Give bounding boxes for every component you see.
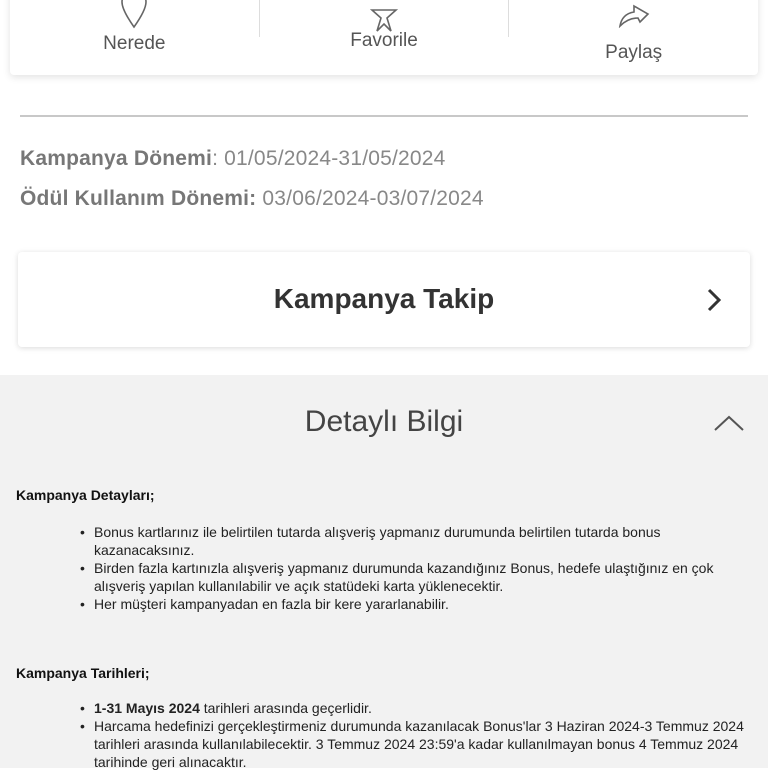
details-heading: Kampanya Detayları; <box>16 487 155 503</box>
list-item: • Harcama hedefinizi gerçekleştirmeniz durumunda kazanılacak Bonus'lar 3 Haziran 2024-3 Temmuz 2024 tarihleri arasında kullanılabilecektir. 3 Temmuz 2024 23:59'a kadar kullanılmayan bonus 4 Temmuz 2024 tarihinde geri alınacaktır. <box>94 717 744 771</box>
location-pin-icon <box>119 0 149 30</box>
list-item: • Bonus kartlarınız ile belirtilen tutarda alışveriş yapmanız durumunda belirtilen tutarda bonus kazanacaksınız. <box>94 523 744 559</box>
action-bar <box>10 0 758 75</box>
kampanya-takip-button[interactable] <box>18 252 750 347</box>
favorile-label: Favorile <box>350 30 418 51</box>
chevron-up-icon[interactable] <box>714 415 744 431</box>
kampanya-takip-label: Kampanya Takip <box>273 283 495 314</box>
dates-heading: Kampanya Tarihleri; <box>16 665 150 681</box>
favorile-button[interactable] <box>259 0 509 51</box>
paylas-label: Paylaş <box>605 42 663 63</box>
star-icon <box>362 0 406 34</box>
campaign-period-label: Kampanya Dönemi <box>20 147 213 170</box>
details-list <box>94 523 744 613</box>
divider <box>20 115 748 117</box>
nerede-label: Nerede <box>103 33 166 54</box>
list-item <box>94 699 744 717</box>
detail-title[interactable]: Detaylı Bilgi <box>304 405 464 438</box>
detail-section <box>0 375 768 768</box>
date-text: tarihleri arasında geçerlidir. <box>199 700 372 716</box>
campaign-period <box>20 147 446 171</box>
reward-period <box>20 187 484 211</box>
chevron-right-icon <box>706 288 722 312</box>
list-item: • Her müşteri kampanyadan en fazla bir kere yararlanabilir. <box>94 595 744 613</box>
reward-period-label: Ödül Kullanım Dönemi: <box>20 187 257 210</box>
nerede-button[interactable] <box>10 0 259 75</box>
separator: : <box>212 147 225 170</box>
list-item: • Birden fazla kartınızla alışveriş yapmanız durumunda kazandığınız Bonus, hedefe ulaştığınız en çok alışveriş yapılan kullanılabilir ve açık statüdeki karta yüklenecektir. <box>94 559 744 595</box>
share-icon <box>612 0 656 28</box>
reward-period-value: 03/06/2024-03/07/2024 <box>256 187 484 210</box>
campaign-period-value: 01/05/2024-31/05/2024 <box>224 147 446 170</box>
date-range: 1-31 Mayıs 2024 <box>94 700 200 716</box>
paylas-button[interactable] <box>508 0 758 63</box>
dates-list <box>94 699 744 771</box>
